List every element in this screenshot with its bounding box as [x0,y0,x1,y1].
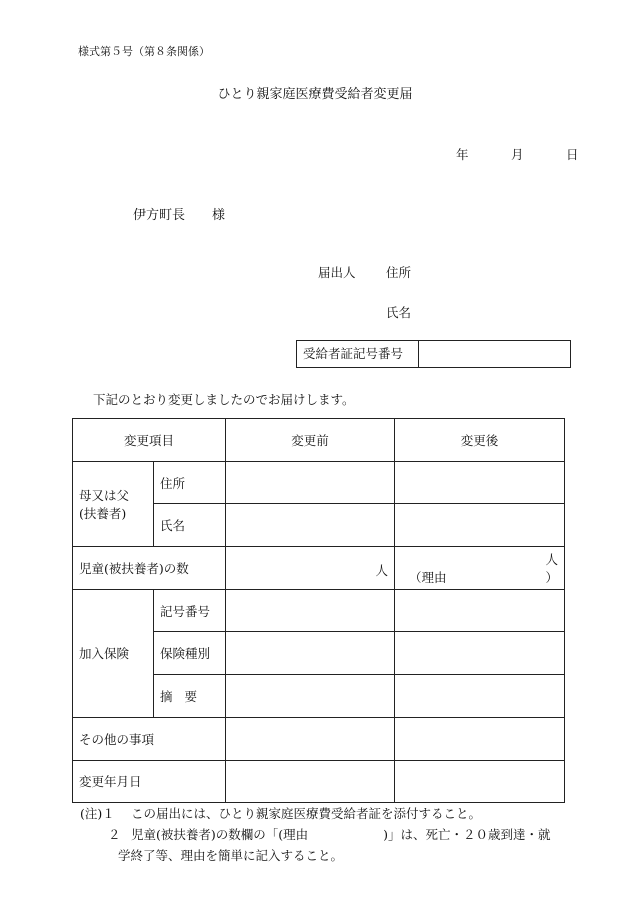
header-change-item: 変更項目 [73,419,226,462]
other-matters-before-field[interactable] [226,717,395,760]
date-month-label: 月 [511,147,524,162]
date-year-label: 年 [456,147,469,162]
applicant-label: 届出人 [318,265,356,280]
change-date-before-field[interactable] [226,760,395,803]
insurance-type-before-field[interactable] [226,632,395,675]
other-matters-label: その他の事項 [73,717,226,760]
other-matters-after-field[interactable] [395,717,565,760]
table-header-row [73,419,565,462]
change-date-after-field[interactable] [395,760,565,803]
change-date-label: 変更年月日 [73,760,226,803]
children-count-before-field[interactable] [226,547,395,590]
table-row [73,461,565,504]
note-2-text-line1: 児童(被扶養者)の数欄の「(理由 )」は、死亡・２０歳到達・就 [131,827,551,842]
certificate-number-box [296,340,571,368]
reason-close-label: ） [545,569,559,585]
name-before-field[interactable] [226,504,395,547]
address-after-field[interactable] [395,461,565,504]
name-after-field[interactable] [395,504,565,547]
name-label: 氏名 [154,504,226,547]
note-1-mark: (注)１ [80,806,115,821]
table-row [73,589,565,632]
persons-unit-before: 人 [375,563,389,579]
certificate-number-field[interactable] [419,341,570,367]
insurance-group-label: 加入保険 [73,589,154,717]
address-label: 住所 [154,461,226,504]
summary-after-field[interactable] [395,675,565,718]
change-table [72,418,565,803]
summary-before-field[interactable] [226,675,395,718]
table-row [73,717,565,760]
parent-group-label: 母又は父 [79,487,130,503]
parent-group-cell [73,461,154,546]
note-2-text-line2: 学終了等、理由を簡単に記入すること。 [118,848,344,863]
form-number: 様式第５号（第８条関係） [78,45,210,58]
persons-unit-after: 人 [545,552,559,568]
children-count-after-field[interactable] [395,547,565,590]
applicant-address-label: 住所 [386,265,412,280]
certificate-number-label: 受給者証記号番号 [297,341,419,367]
header-before: 変更前 [226,419,395,462]
addressee-name: 伊方町長 [133,208,186,223]
symbol-number-after-field[interactable] [395,589,565,632]
symbol-number-before-field[interactable] [226,589,395,632]
children-count-label: 児童(被扶養者)の数 [73,547,226,590]
address-before-field[interactable] [226,461,395,504]
parent-group-sub-label: (扶養者) [79,505,127,521]
insurance-type-label: 保険種別 [154,632,226,675]
symbol-number-label: 記号番号 [154,589,226,632]
addressee-honorific: 様 [212,208,226,223]
header-after: 変更後 [395,419,565,462]
insurance-type-after-field[interactable] [395,632,565,675]
document-title: ひとり親家庭医療費受給者変更届 [217,87,413,102]
note-2-mark: ２ [108,827,121,842]
table-row [73,760,565,803]
summary-label: 摘要 [154,675,226,718]
applicant-name-label: 氏名 [386,305,412,320]
intro-text: 下記のとおり変更しましたのでお届けします。 [93,392,355,407]
date-day-label: 日 [566,147,579,162]
reason-open-label: （理由 [409,569,447,585]
table-row [73,547,565,590]
note-1-text: この届出には、ひとり親家庭医療費受給者証を添付すること。 [131,806,482,821]
